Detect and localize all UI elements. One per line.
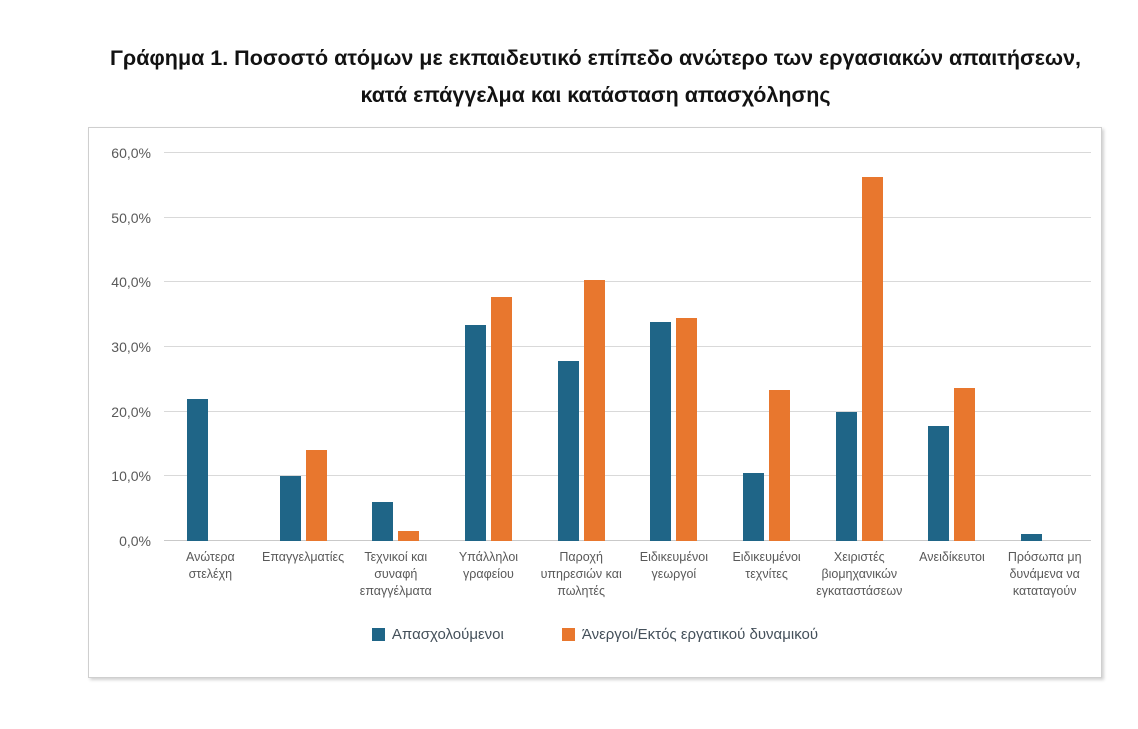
bar-series-0-category-5	[650, 322, 671, 541]
y-axis-tick-label: 20,0%	[111, 403, 151, 420]
bar-series-0-category-7	[836, 412, 857, 541]
bar-series-1-category-7	[862, 177, 883, 541]
x-axis	[164, 549, 1091, 600]
bar-series-0-category-6	[743, 473, 764, 541]
bar-series-0-category-9	[1021, 534, 1042, 541]
legend-swatch-icon	[372, 628, 385, 641]
chart-panel	[88, 127, 1102, 678]
x-axis-category-label: Ανειδίκευτοι	[919, 550, 985, 564]
bar-series-1-category-3	[491, 297, 512, 541]
y-axis-tick-label: 0,0%	[119, 533, 151, 549]
bar-group	[720, 153, 813, 541]
legend-label: Άνεργοι/Εκτός εργατικού δυναμικού	[581, 626, 819, 643]
y-axis-tick-label: 50,0%	[111, 209, 151, 226]
bar-series-0-category-1	[280, 476, 301, 541]
bar-group	[906, 153, 999, 541]
bar-series-0-category-4	[558, 361, 579, 541]
bar-series-1-category-1	[306, 450, 327, 541]
legend-swatch-icon	[562, 628, 575, 641]
legend-label: Απασχολούμενοι	[391, 626, 504, 643]
bar-group	[442, 153, 535, 541]
bar-group	[164, 153, 257, 541]
x-axis-category-label: Επαγγελματίες	[262, 550, 345, 564]
legend-item-series-0	[372, 626, 504, 643]
y-axis-tick-label: 40,0%	[111, 274, 151, 291]
x-axis-category-label: Ανώτερα στελέχη	[185, 550, 235, 581]
bar-series-0-category-3	[465, 325, 486, 541]
chart-legend	[89, 626, 1101, 643]
bar-series-1-category-6	[769, 390, 790, 541]
bar-series-1-category-2	[398, 531, 419, 541]
x-axis-category-label: Υπάλληλοι γραφείου	[458, 550, 519, 581]
bar-series-1-category-4	[584, 280, 605, 541]
bar-group	[628, 153, 721, 541]
legend-item-series-1	[562, 626, 818, 643]
y-axis-tick-label: 10,0%	[111, 468, 151, 485]
x-axis-category-label: Ειδικευμένοι γεωργοί	[639, 550, 708, 581]
x-axis-category-label: Τεχνικοί και συναφή επαγγέλματα	[359, 550, 432, 598]
x-axis-category-label: Ειδικευμένοι τεχνίτες	[732, 550, 801, 581]
x-axis-category-label: Χειριστές βιομηχανικών εγκαταστάσεων	[816, 550, 903, 598]
bar-group	[257, 153, 350, 541]
bar-series-1-category-5	[676, 318, 697, 541]
bar-groups-layer	[164, 153, 1091, 541]
plot-area	[164, 153, 1091, 541]
bar-series-0-category-2	[372, 502, 393, 541]
y-axis-tick-label: 30,0%	[111, 339, 151, 355]
bar-group	[535, 153, 628, 541]
bar-series-0-category-0	[187, 399, 208, 541]
bar-series-1-category-8	[954, 388, 975, 541]
bar-group	[349, 153, 442, 541]
x-axis-category-label: Πρόσωπα μη δυνάμενα να καταταγούν	[1007, 550, 1082, 598]
bar-group	[998, 153, 1091, 541]
bar-series-0-category-8	[928, 426, 949, 541]
page-title: Γράφημα 1. Ποσοστό ατόμων με εκπαιδευτικό επίπεδο ανώτερο των εργασιακών απαιτήσεων, κατά επάγγελμα και κατάσταση απασχόλησης	[109, 46, 1082, 107]
y-axis-tick-label: 60,0%	[111, 145, 151, 161]
x-axis-category-label: Παροχή υπηρεσιών και πωλητές	[540, 550, 622, 598]
bar-group	[813, 153, 906, 541]
